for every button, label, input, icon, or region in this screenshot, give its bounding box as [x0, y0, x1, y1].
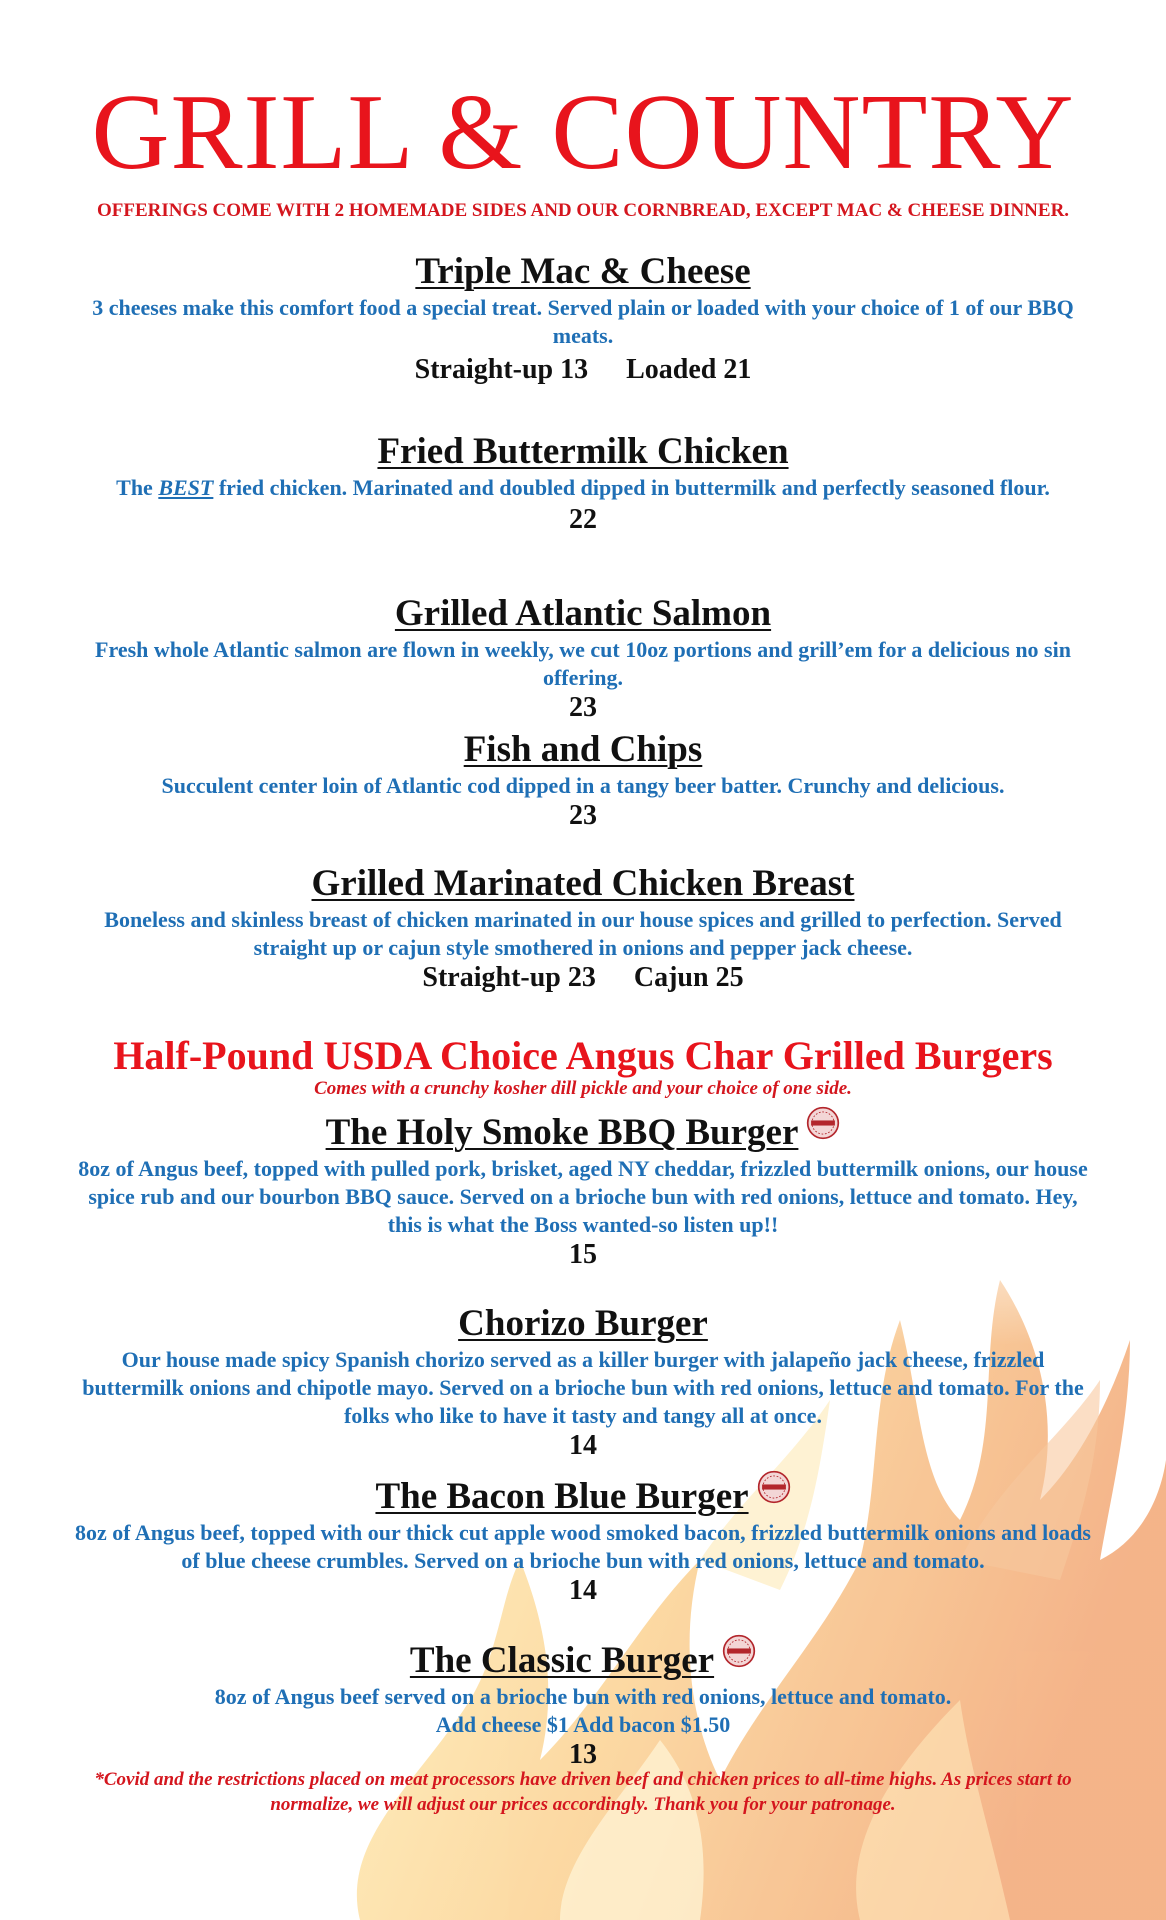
item-name: Fried Buttermilk Chicken: [377, 431, 789, 472]
menu-item-salmon: [70, 594, 1096, 724]
item-name: The Bacon Blue Burger: [375, 1476, 749, 1517]
item-addons: Add cheese $1 Add bacon $1.50: [435, 1712, 731, 1737]
item-price: 14: [569, 1430, 597, 1461]
desc-text: The: [116, 475, 159, 500]
menu-item-classic-burger: [70, 1634, 1096, 1771]
menu-item-mac-cheese: [70, 252, 1096, 386]
item-price: 13: [569, 1739, 597, 1770]
item-price: 23: [569, 800, 597, 831]
desc-text: fried chicken. Marinated and doubled dipped in buttermilk and perfectly seasoned flour.: [213, 475, 1050, 500]
menu-item-fish-chips: [70, 730, 1096, 832]
item-price: 23: [569, 692, 597, 723]
item-description: [70, 474, 1096, 502]
item-description: Our house made spicy Spanish chorizo served as a killer burger with jalapeño jack cheese, frizzled buttermilk onions and chipotle mayo. Served on a brioche bun with red onions, lettuce and tomato. For the folks who like to have it tasty and tangy all at once.: [82, 1347, 1084, 1428]
menu-item-bacon-blue-burger: [70, 1470, 1096, 1607]
item-name-row: [70, 1106, 1096, 1153]
price-cajun: Cajun 25: [633, 962, 744, 993]
covid-footnote: [70, 1767, 1096, 1817]
item-name: Chorizo Burger: [458, 1303, 708, 1344]
item-price: [70, 962, 1096, 994]
price-straight-up: Straight-up 23: [422, 962, 596, 993]
item-description: 8oz of Angus beef, topped with our thick cut apple wood smoked bacon, frizzled buttermilk onions and loads of blue cheese crumbles. Served on a brioche bun with red onions, lettuce and tomato.: [75, 1520, 1091, 1573]
burgers-note: Comes with a crunchy kosher dill pickle and your choice of one side.: [314, 1078, 852, 1099]
item-price: 14: [569, 1575, 597, 1606]
menu-item-fried-chicken: [70, 432, 1096, 536]
angus-beef-seal-icon: [757, 1470, 791, 1504]
item-name-row: [70, 1634, 1096, 1681]
item-price: 15: [569, 1239, 597, 1270]
burgers-heading: Half-Pound USDA Choice Angus Char Grilled Burgers: [113, 1033, 1053, 1078]
price-straight-up: Straight-up 13: [414, 354, 589, 385]
item-description: 8oz of Angus beef, topped with pulled pork, brisket, aged NY cheddar, frizzled buttermilk onions, our house spice rub and our bourbon BBQ sauce. Served on a brioche bun with red onions, lettuce and tomato. Hey, this is what the Boss wanted-so listen up!!: [78, 1156, 1088, 1237]
menu-item-chicken-breast: [70, 864, 1096, 994]
menu-item-holy-smoke-burger: [70, 1106, 1096, 1271]
item-price: [70, 354, 1096, 386]
angus-beef-seal-icon: [722, 1634, 756, 1668]
menu-item-chorizo-burger: [70, 1304, 1096, 1462]
angus-beef-seal-icon: [806, 1106, 840, 1140]
item-name: The Holy Smoke BBQ Burger: [325, 1112, 799, 1153]
item-price: 22: [569, 504, 597, 535]
item-name: Triple Mac & Cheese: [415, 251, 751, 292]
desc-emphasis: BEST: [158, 475, 214, 500]
item-description: Succulent center loin of Atlantic cod dipped in a tangy beer batter. Crunchy and delicious.: [161, 773, 1005, 798]
item-description: 8oz of Angus beef served on a brioche bun with red onions, lettuce and tomato.: [214, 1684, 952, 1709]
price-loaded: Loaded 21: [626, 354, 752, 385]
item-name: Grilled Atlantic Salmon: [394, 593, 772, 634]
item-description: 3 cheeses make this comfort food a special treat. Served plain or loaded with your choice of 1 of our BBQ meats.: [92, 295, 1074, 348]
menu-subtitle: OFFERINGS COME WITH 2 HOMEMADE SIDES AND OUR CORNBREAD, EXCEPT MAC & CHEESE DINNER.: [96, 200, 1070, 221]
restaurant-title: GRILL & COUNTRY: [91, 73, 1075, 192]
item-name-row: [70, 1470, 1096, 1517]
footnote-text: *Covid and the restrictions placed on meat processors have driven beef and chicken prices to all-time highs. As prices start to normalize, we will adjust our prices accordingly. Thank you for your patronage.: [94, 1769, 1072, 1815]
item-name: Grilled Marinated Chicken Breast: [311, 863, 855, 904]
item-name: Fish and Chips: [463, 729, 703, 770]
burgers-section: [40, 1034, 1126, 1100]
item-description: Fresh whole Atlantic salmon are flown in weekly, we cut 10oz portions and grill’em for a delicious no sin offering.: [95, 637, 1071, 690]
item-name: The Classic Burger: [409, 1640, 715, 1681]
item-description: Boneless and skinless breast of chicken marinated in our house spices and grilled to perfection. Served straight up or cajun style smothered in onions and pepper jack cheese.: [104, 907, 1062, 960]
